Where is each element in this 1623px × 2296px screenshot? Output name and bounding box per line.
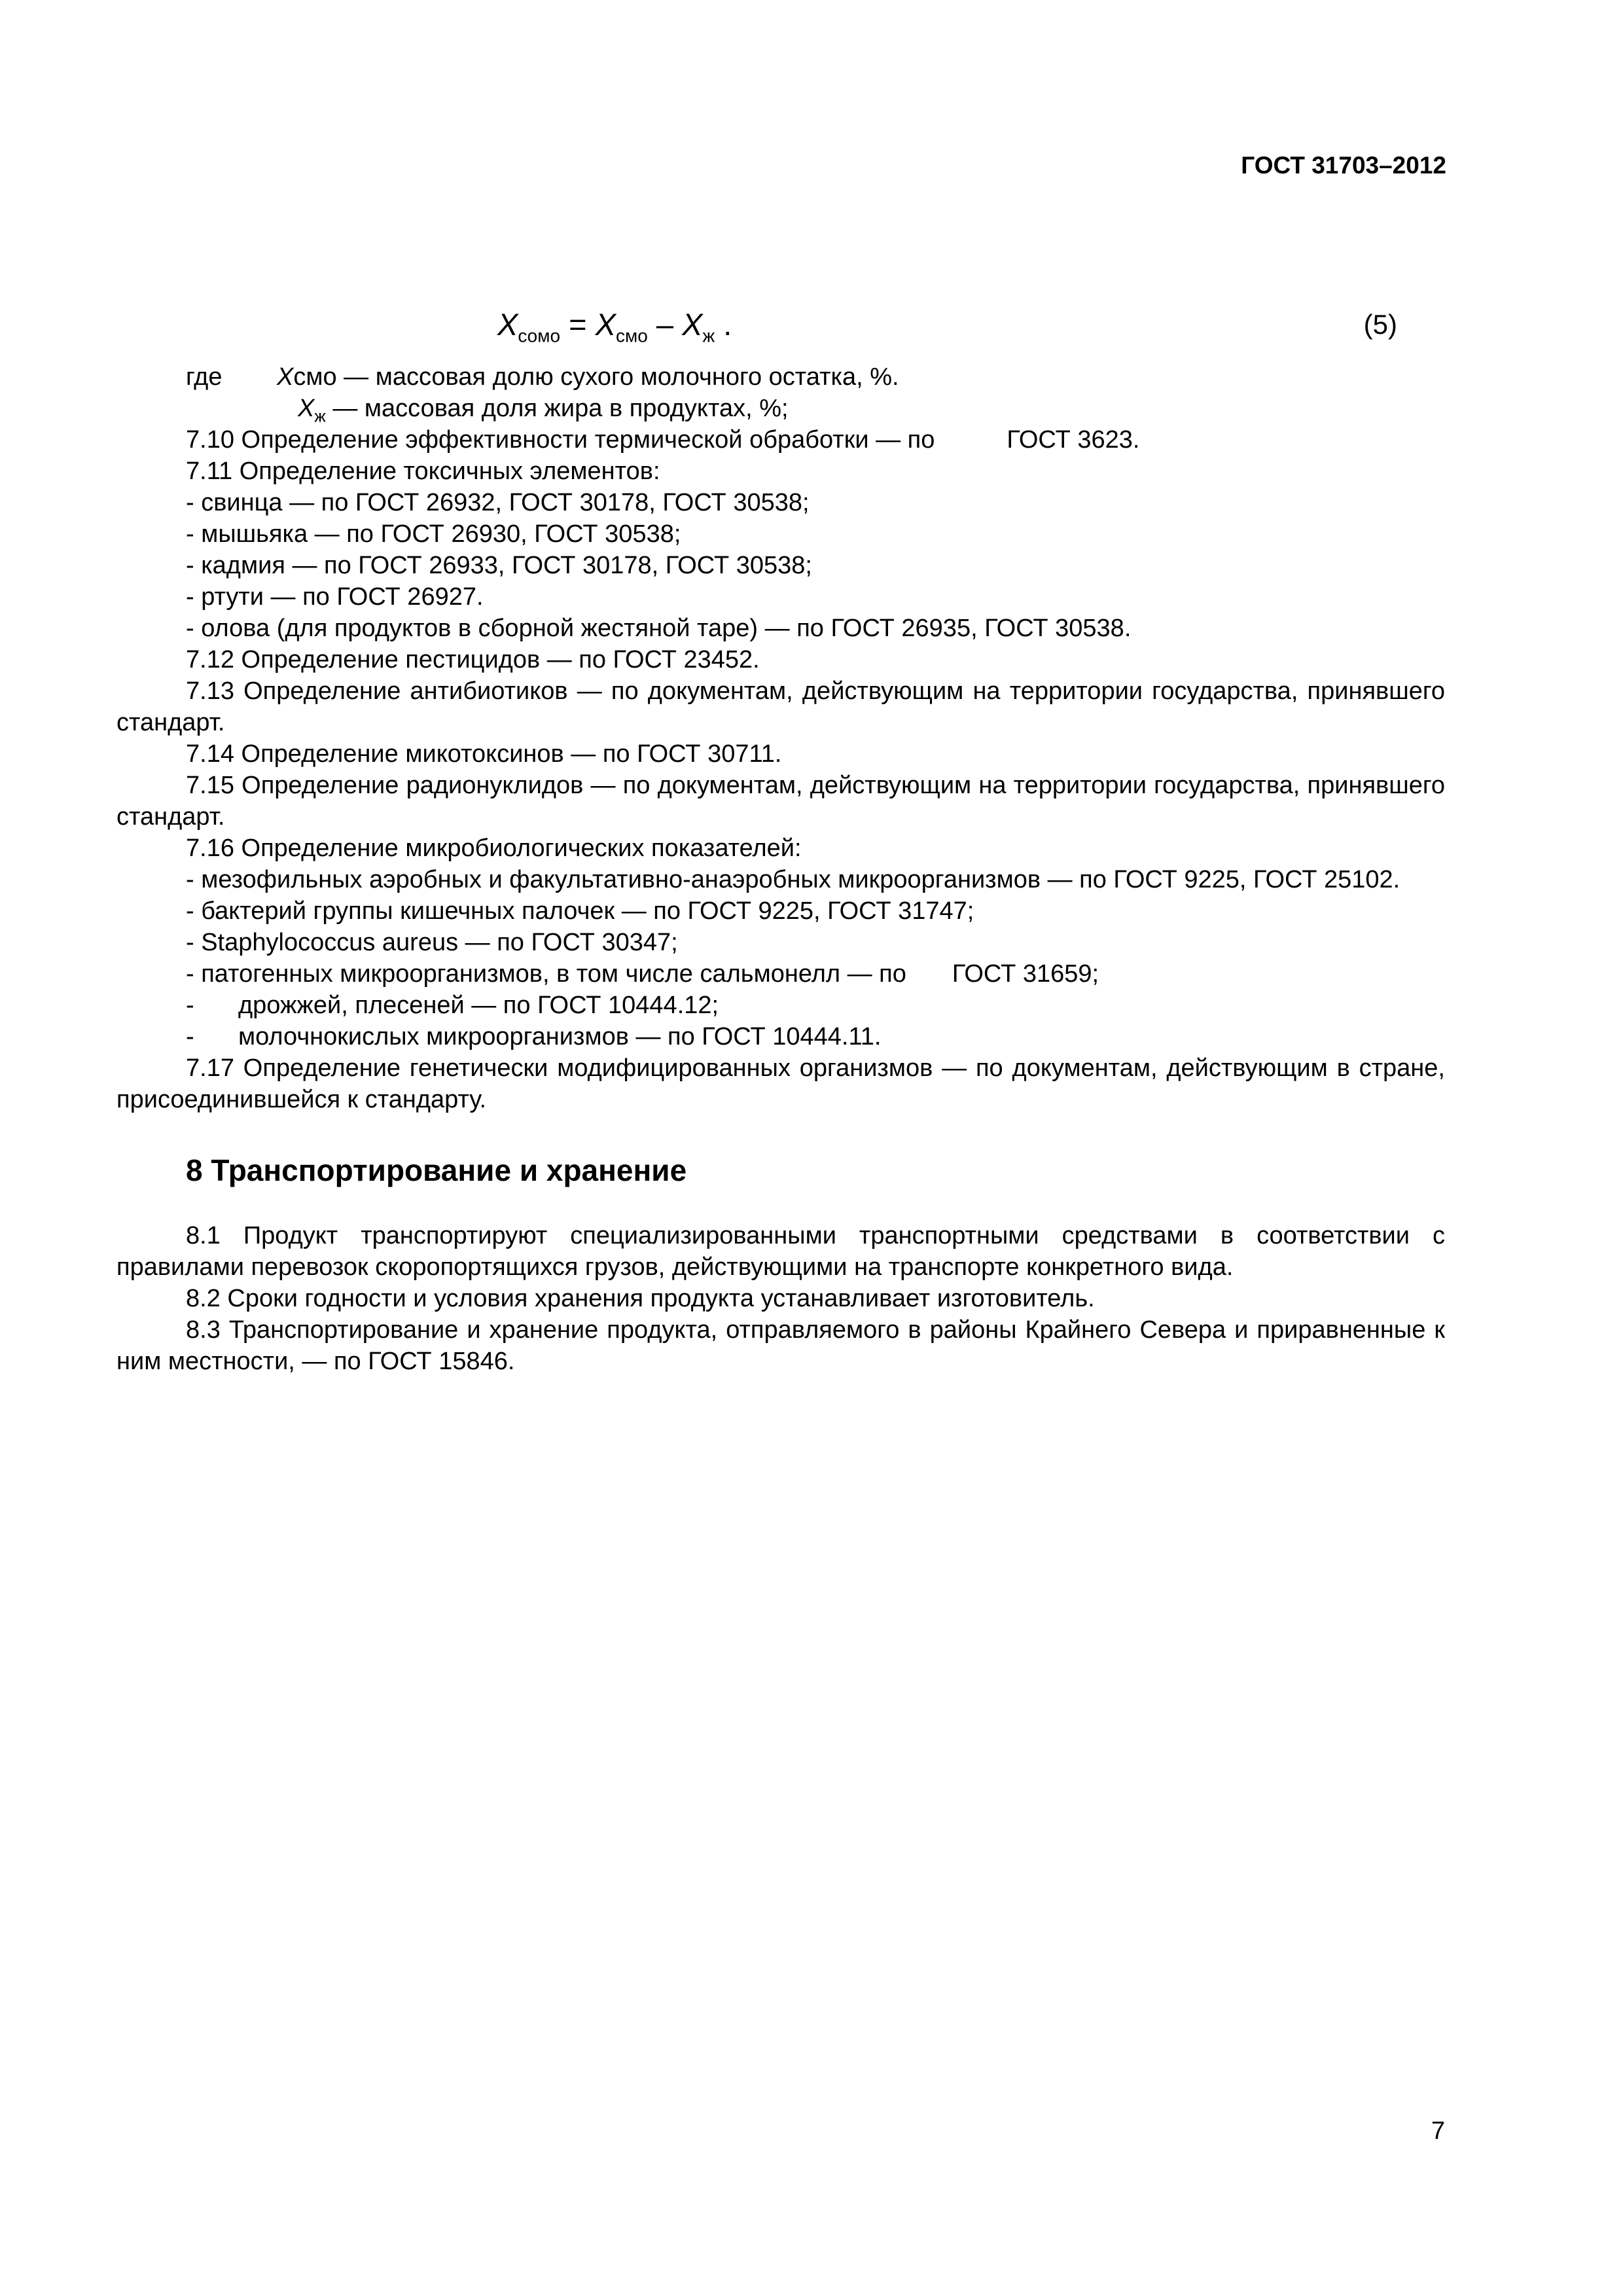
list-item-yeast-text: дрожжей, плесеней — по ГОСТ 10444.12; bbox=[238, 992, 719, 1019]
where-line-2-sub: ж bbox=[314, 406, 326, 426]
section-8-title: 8 Транспортирование и хранение bbox=[186, 1153, 687, 1187]
list-item-cadmium: - кадмия — по ГОСТ 26933, ГОСТ 30178, ГОСТ 30538; bbox=[186, 552, 812, 579]
list-item-staph: - Staphylococcus aureus — по ГОСТ 30347; bbox=[186, 929, 678, 956]
paragraph-7-15: 7.15 Определение радионуклидов — по документам, действующим на территории государства, принявшего стандарт. bbox=[116, 772, 1445, 831]
where-line-1 bbox=[116, 361, 1445, 393]
list-item-lactic-dash: - bbox=[186, 1023, 194, 1050]
where-line-1-var: X bbox=[277, 363, 294, 391]
formula-r1-sub: смо bbox=[616, 325, 648, 346]
formula-r1-var: X bbox=[595, 307, 616, 342]
list-item-mercury: - ртути — по ГОСТ 26927. bbox=[186, 583, 484, 611]
list-item-arsenic: - мышьяка — по ГОСТ 26930, ГОСТ 30538; bbox=[186, 520, 681, 548]
paragraph-7-11: 7.11 Определение токсичных элементов: bbox=[186, 457, 660, 485]
where-label: где bbox=[186, 363, 223, 391]
list-item-pathogen bbox=[116, 958, 1445, 990]
paragraph-7-16: 7.16 Определение микробиологических показателей: bbox=[186, 834, 802, 862]
formula-tail: . bbox=[715, 307, 732, 342]
paragraph-8-3: 8.3 Транспортирование и хранение продукта, отправляемого в районы Крайнего Севера и приравненные к ним местности, — по ГОСТ 15846. bbox=[116, 1316, 1445, 1375]
where-line-2-desc: — массовая доля жира в продуктах, %; bbox=[332, 395, 789, 422]
list-item-pathogen-b: ГОСТ 31659; bbox=[952, 960, 1099, 988]
where-line-2 bbox=[116, 393, 1445, 424]
body-text bbox=[116, 361, 1445, 1377]
paragraph-7-14: 7.14 Определение микотоксинов — по ГОСТ 30711. bbox=[186, 740, 782, 768]
list-item-pathogen-a: - патогенных микроорганизмов, в том числе сальмонелл — по bbox=[186, 960, 906, 988]
formula-5 bbox=[497, 306, 732, 346]
paragraph-7-10-b: ГОСТ 3623. bbox=[1007, 426, 1140, 454]
where-line-2-var: X bbox=[298, 395, 315, 422]
formula-r2-var: X bbox=[682, 307, 703, 342]
formula-lhs-sub: сомо bbox=[518, 325, 561, 346]
paragraph-7-10-a: 7.10 Определение эффективности термической обработки — по bbox=[186, 426, 935, 454]
list-item-yeast-dash: - bbox=[186, 992, 194, 1019]
where-line-1-text bbox=[277, 361, 899, 393]
formula-minus: – bbox=[647, 307, 683, 342]
list-item-yeast bbox=[116, 990, 1445, 1021]
where-line-2-text bbox=[298, 393, 789, 432]
page-number: 7 bbox=[1431, 2117, 1445, 2145]
formula-equals: = bbox=[560, 307, 596, 342]
list-item-lactic-text: молочнокислых микроорганизмов — по ГОСТ 10444.11. bbox=[238, 1023, 882, 1050]
paragraph-7-13: 7.13 Определение антибиотиков — по документам, действующим на территории государства, принявшего стандарт. bbox=[116, 677, 1445, 736]
formula-number: (5) bbox=[1363, 309, 1397, 340]
list-item-mesophilic: - мезофильных аэробных и факультативно-анаэробных микроорганизмов — по ГОСТ 9225, ГОСТ 25102. bbox=[186, 866, 1400, 893]
list-item-tin: - олова (для продуктов в сборной жестяной таре) — по ГОСТ 26935, ГОСТ 30538. bbox=[186, 615, 1132, 642]
where-line-1-desc: смо — массовая долю сухого молочного остатка, %. bbox=[293, 363, 899, 391]
formula-lhs-var: X bbox=[497, 307, 518, 342]
list-item-coliform: - бактерий группы кишечных палочек — по ГОСТ 9225, ГОСТ 31747; bbox=[186, 897, 974, 925]
paragraph-8-2: 8.2 Сроки годности и условия хранения продукта устанавливает изготовитель. bbox=[186, 1285, 1095, 1312]
list-item-lactic bbox=[116, 1021, 1445, 1052]
paragraph-8-1: 8.1 Продукт транспортируют специализированными транспортными средствами в соответствии с правилами перевозок скоропортящихся грузов, действующими на транспорте конкретного вида. bbox=[116, 1222, 1445, 1281]
paragraph-7-12: 7.12 Определение пестицидов — по ГОСТ 23452. bbox=[186, 646, 760, 673]
paragraph-7-17: 7.17 Определение генетически модифицированных организмов — по документам, действующим в стране, присоединившейся к стандарту. bbox=[116, 1054, 1445, 1113]
document-id-header: ГОСТ 31703–2012 bbox=[1241, 152, 1446, 179]
list-item-lead: - свинца — по ГОСТ 26932, ГОСТ 30178, ГОСТ 30538; bbox=[186, 489, 810, 516]
formula-r2-sub: ж bbox=[702, 325, 715, 346]
